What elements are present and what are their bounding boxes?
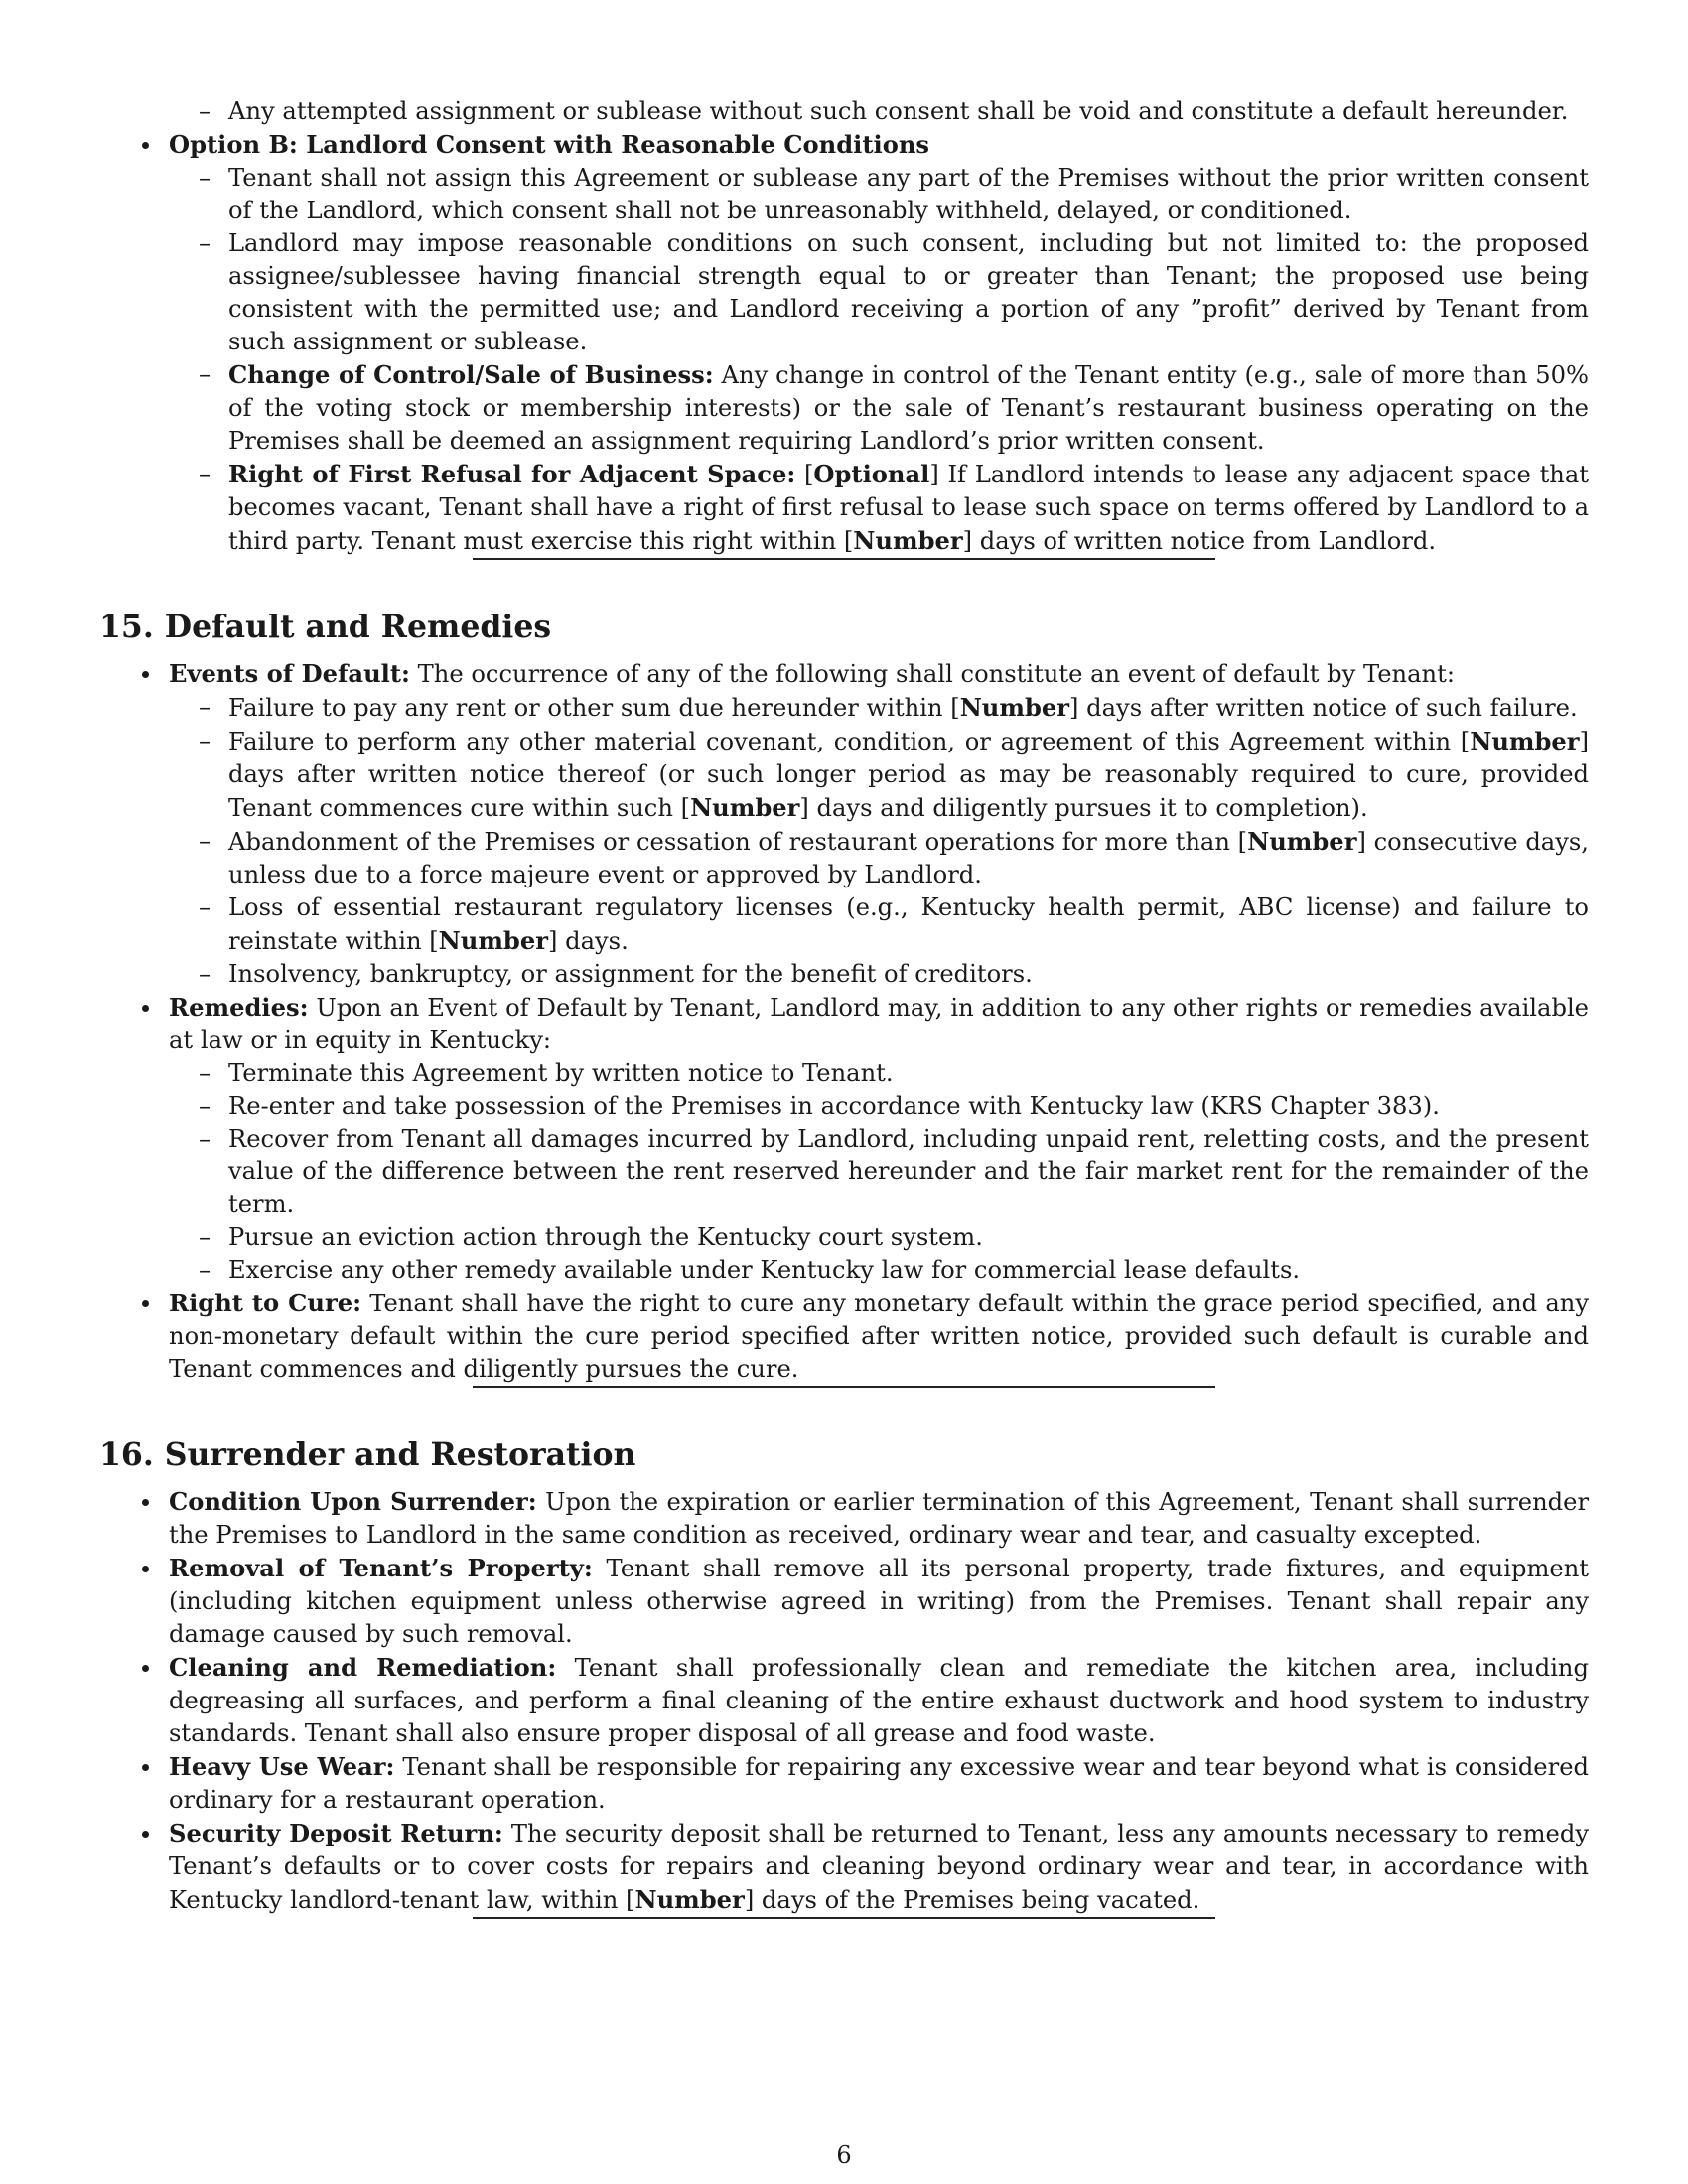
list-item: Removal of Tenant’s Property: Tenant shall remove all its personal property, trade fixtures, and equipment (including kitchen equipment unless otherwise agreed in writing) from the Premises. Tenant shall repair any damage caused by such removal. [169,1552,1589,1651]
list-item: – Recover from Tenant all damages incurred by Landlord, including unpaid rent, reletting costs, and the present value of the difference between the rent reserved hereunder and the fair market rent for the remainder of the term. [228,1123,1589,1221]
list-item: – Landlord may impose reasonable conditions on such consent, including but not limited to: the proposed assignee/sublessee having financial strength equal to or greater than Tenant; the proposed use being consistent with the permitted use; and Landlord receiving a portion of any ”profit” derived by Tenant from such assignment or sublease. [228,227,1589,358]
list-item: – Terminate this Agreement by written notice to Tenant. [228,1057,1589,1090]
list-item: – Re-enter and take possession of the Premises in accordance with Kentucky law (KRS Chapter 383). [228,1090,1589,1123]
list-item: Security Deposit Return: The security deposit shall be returned to Tenant, less any amounts necessary to remedy Tenant’s defaults or to cover costs for repairs and cleaning beyond ordinary wear and tear, in accordance with Kentucky landlord-tenant law, within [Number] days of the Premises being vacated. [169,1817,1589,1917]
list-item: – Change of Control/Sale of Business: Any change in control of the Tenant entity (e.g., sale of more than 50% of the voting stock or membership interests) or the sale of Tenant’s restaurant business operating on the Premises shall be deemed an assignment requiring Landlord’s prior written consent. [228,358,1589,458]
remedies-sublist [169,1057,1589,1287]
events-of-default-item: Events of Default: The occurrence of any of the following shall constitute an event of default by Tenant: – Failure to pay any rent or other sum due hereunder within [Number] days after written notice of such failure. – Failure to perform any other material covenant, condition, or agreement of this Agreement within [Number] days after written notice thereof (or such longer period as may be reasonably required to cure, provided Tenant commences cure within such [Number] days and diligently pursues it to completion). – Abandonment of the Premises or cessation of restaurant operations for more than [Number] consecutive days, unless due to a force majeure event or approved by Landlord. – Loss of essential restaurant regulatory licenses (e.g., Kentucky health permit, ABC license) and failure to reinstate within [Number] days. – Insolvency, bankruptcy, or assignment for the benefit of creditors. [169,657,1589,991]
option-a-sublist [169,95,1589,128]
list-item: – Abandonment of the Premises or cessation of restaurant operations for more than [Number] consecutive days, unless due to a force majeure event or approved by Landlord. [228,825,1589,891]
document-page [99,95,1589,1919]
option-b-label: Option B: Landlord Consent with Reasonable Conditions [169,130,930,159]
list-item: Heavy Use Wear: Tenant shall be responsible for repairing any excessive wear and tear beyond what is considered ordinary for a restaurant operation. [169,1750,1589,1817]
section-divider [473,1917,1215,1919]
list-item: – Failure to perform any other material covenant, condition, or agreement of this Agreement within [Number] days after written notice thereof (or such longer period as may be reasonably required to cure, provided Tenant commences cure within such [Number] days and diligently pursues it to completion). [228,725,1589,825]
remedies-item: Remedies: Upon an Event of Default by Tenant, Landlord may, in addition to any other rights or remedies available at law or in equity in Kentucky: – Terminate this Agreement by written notice to Tenant. – Re-enter and take possession of the Premises in accordance with Kentucky law (KRS Chapter 383). – Recover from Tenant all damages incurred by Landlord, including unpaid rent, reletting costs, and the present value of the difference between the rent reserved hereunder and the fair market rent for the remainder of the term. – Pursue an eviction action through the Kentucky court system. – Exercise any other remedy available under Kentucky law for commercial lease defaults. [169,991,1589,1287]
list-item: Cleaning and Remediation: Tenant shall professionally clean and remediate the kitchen area, including degreasing all surfaces, and perform a final cleaning of the entire exhaust ductwork and hood system to industry standards. Tenant shall also ensure proper disposal of all grease and food waste. [169,1651,1589,1750]
list-item: – Pursue an eviction action through the Kentucky court system. [228,1221,1589,1254]
list-item: – Failure to pay any rent or other sum due hereunder within [Number] days after written notice of such failure. [228,691,1589,725]
section-16-heading: 16. Surrender and Restoration [99,1436,636,1473]
list-item: Condition Upon Surrender: Upon the expiration or earlier termination of this Agreement, Tenant shall surrender the Premises to Landlord in the same condition as received, ordinary wear and tear, and casualty excepted. [169,1485,1589,1552]
list-item: – Exercise any other remedy available under Kentucky law for commercial lease defaults. [228,1254,1589,1287]
list-item: – Loss of essential restaurant regulatory licenses (e.g., Kentucky health permit, ABC license) and failure to reinstate within [Number] days. [228,891,1589,958]
right-to-cure-item: Right to Cure: Tenant shall have the right to cure any monetary default within the grace period specified, and any non-monetary default within the cure period specified after written notice, provided such default is curable and Tenant commences and diligently pursues the cure. [169,1287,1589,1386]
option-b-sublist [169,162,1589,558]
list-item: – Any attempted assignment or sublease without such consent shall be void and constitute a default hereunder. [228,95,1589,128]
list-item: – Right of First Refusal for Adjacent Space: [Optional] If Landlord intends to lease any adjacent space that becomes vacant, Tenant shall have a right of first refusal to lease such space on terms offered by Landlord to a third party. Tenant must exercise this right within [Number] days of written notice from Landlord. [228,458,1589,558]
page-number: 6 [836,2141,852,2169]
option-b-item [169,128,1589,558]
section-divider [473,1386,1215,1388]
list-item: – Insolvency, bankruptcy, or assignment for the benefit of creditors. [228,958,1589,991]
section-divider [473,558,1215,560]
section-15-list [99,657,1589,1386]
assignment-options-list [99,95,1589,558]
list-item: – Tenant shall not assign this Agreement or sublease any part of the Premises without the prior written consent of the Landlord, which consent shall not be unreasonably withheld, delayed, or conditioned. [228,162,1589,227]
section-16-list [99,1485,1589,1917]
events-sublist [169,691,1589,991]
section-15-heading: 15. Default and Remedies [99,609,552,645]
